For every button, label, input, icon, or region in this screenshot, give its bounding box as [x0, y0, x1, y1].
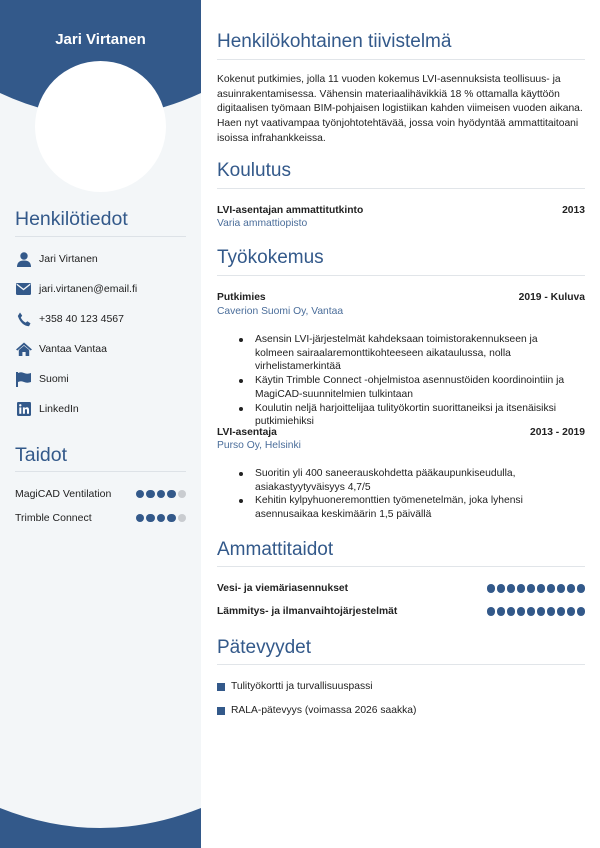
- experience-title: Työkokemus: [217, 247, 324, 268]
- rating-dot-filled: [527, 607, 535, 615]
- rating-dot-filled: [497, 584, 505, 592]
- divider: [217, 664, 585, 665]
- contact-text: jari.virtanen@email.fi: [39, 283, 138, 295]
- skill-row: [15, 511, 186, 525]
- rating-dot-filled: [136, 514, 145, 523]
- contact-name: [15, 249, 190, 269]
- rating-dot-filled: [517, 584, 525, 592]
- job-title: Putkimies: [217, 292, 266, 303]
- flag-icon: [15, 371, 32, 388]
- job-dates: 2019 - Kuluva: [518, 292, 585, 303]
- pro-skill-label: Vesi- ja viemäriasennukset: [217, 583, 349, 594]
- contact-text: Vantaa Vantaa: [39, 343, 107, 355]
- rating-dot-filled: [146, 490, 155, 499]
- pro-skill-rating: [487, 584, 585, 592]
- divider: [217, 275, 585, 276]
- divider: [217, 566, 585, 567]
- degree-year: 2013: [562, 205, 585, 216]
- rating-dot-filled: [497, 607, 505, 615]
- rating-dot-empty: [178, 514, 187, 523]
- contact-phone[interactable]: [15, 309, 190, 329]
- company-name: Caverion Suomi Oy, Vantaa: [217, 306, 344, 317]
- pro-skill-row: [217, 583, 585, 594]
- pro-skill-row: [217, 606, 585, 617]
- envelope-icon: [15, 281, 32, 298]
- job-entry-header: [217, 292, 585, 303]
- rating-dot-filled: [557, 584, 565, 592]
- rating-dot-filled: [577, 584, 585, 592]
- certifications-title: Pätevyydet: [217, 637, 311, 658]
- cert-text: Tulityökortti ja turvallisuuspassi: [231, 681, 373, 692]
- bullet-item: Käytin Trimble Connect -ohjelmistoa asennustöiden koordinointiin ja MagiCAD-suunnitelmien tulkintaan: [237, 374, 577, 401]
- divider: [217, 59, 585, 60]
- rating-dot-filled: [547, 607, 555, 615]
- main-content: [217, 0, 585, 848]
- footer-shape: [0, 800, 201, 848]
- user-icon: [15, 251, 32, 268]
- candidate-name: Jari Virtanen: [55, 31, 146, 48]
- rating-dot-filled: [507, 607, 515, 615]
- contact-email[interactable]: [15, 279, 190, 299]
- rating-dot-filled: [577, 607, 585, 615]
- phone-icon: [15, 311, 32, 328]
- skill-row: [15, 487, 186, 501]
- skill-rating: [136, 490, 187, 499]
- job-bullets: [237, 467, 577, 522]
- rating-dot-filled: [537, 584, 545, 592]
- rating-dot-filled: [487, 607, 495, 615]
- rating-dot-filled: [157, 514, 166, 523]
- pro-skills-title: Ammattitaidot: [217, 539, 334, 560]
- job-entry-header: [217, 427, 585, 438]
- cert-item: [217, 681, 373, 692]
- rating-dot-empty: [178, 490, 187, 499]
- contact-linkedin[interactable]: [15, 399, 190, 419]
- divider: [217, 188, 585, 189]
- bullet-item: Suoritin yli 400 saneerauskohdetta pääkaupunkiseudulla, asiakastyytyväisyys 4,7/5: [237, 467, 577, 494]
- divider: [15, 236, 186, 237]
- skill-label: Trimble Connect: [15, 512, 92, 524]
- linkedin-icon: [15, 401, 32, 418]
- pro-skill-label: Lämmitys- ja ilmanvaihtojärjestelmät: [217, 606, 398, 617]
- rating-dot-filled: [157, 490, 166, 499]
- profile-photo-placeholder: [35, 61, 166, 192]
- square-bullet-icon: [217, 683, 225, 691]
- rating-dot-filled: [537, 607, 545, 615]
- divider: [15, 471, 186, 472]
- rating-dot-filled: [557, 607, 565, 615]
- job-bullets: [237, 333, 577, 429]
- personal-info-title: Henkilötiedot: [15, 208, 128, 230]
- rating-dot-filled: [527, 584, 535, 592]
- bullet-item: Asensin LVI-järjestelmät kahdeksaan toimistorakennukseen ja kolmeen sairaalaremonttikohteeseen aikataulussa, nolla virhelistamerkintää: [237, 333, 577, 374]
- contact-text: +358 40 123 4567: [39, 313, 124, 325]
- contact-country: [15, 369, 190, 389]
- rating-dot-filled: [487, 584, 495, 592]
- rating-dot-filled: [517, 607, 525, 615]
- bullet-item: Koulutin neljä harjoittelijaa tulityökortin suorittaneiksi ja itsenäisiksi putkimiehiksi: [237, 402, 577, 429]
- education-title: Koulutus: [217, 160, 291, 181]
- contact-text: LinkedIn: [39, 403, 79, 415]
- education-entry-header: [217, 205, 585, 216]
- cert-item: [217, 705, 416, 716]
- skill-rating: [136, 514, 187, 523]
- pro-skill-rating: [487, 607, 585, 615]
- contact-text: Jari Virtanen: [39, 253, 98, 265]
- rating-dot-filled: [567, 607, 575, 615]
- skills-title: Taidot: [15, 444, 68, 466]
- contact-text: Suomi: [39, 373, 69, 385]
- square-bullet-icon: [217, 707, 225, 715]
- home-icon: [15, 341, 32, 358]
- skill-label: MagiCAD Ventilation: [15, 488, 112, 500]
- cert-text: RALA-pätevyys (voimassa 2026 saakka): [231, 705, 417, 716]
- company-name: Purso Oy, Helsinki: [217, 440, 301, 451]
- rating-dot-filled: [507, 584, 515, 592]
- summary-title: Henkilökohtainen tiivistelmä: [217, 31, 452, 52]
- summary-text: Kokenut putkimies, jolla 11 vuoden kokemus LVI-asennuksista teollisuus- ja asuinrakentamisessa. Vähensin materiaalihävikkiä 18 % ottamalla käyttöön digitaalisen työmaan BIM-pohjaisen logistiikan kahden viimeisen vuoden aikana. Haen nyt vaativampaa työnjohtotehtävää, jossa voin hyödyntää ammattitaitoani isoissa infrahankkeissa.: [217, 74, 583, 144]
- rating-dot-filled: [146, 514, 155, 523]
- rating-dot-filled: [167, 514, 176, 523]
- rating-dot-filled: [136, 490, 145, 499]
- sidebar: [0, 0, 201, 848]
- job-title: LVI-asentaja: [217, 427, 277, 438]
- degree-title: LVI-asentajan ammattitutkinto: [217, 205, 364, 216]
- contact-location: [15, 339, 190, 359]
- rating-dot-filled: [547, 584, 555, 592]
- job-dates: 2013 - 2019: [530, 427, 585, 438]
- rating-dot-filled: [567, 584, 575, 592]
- rating-dot-filled: [167, 490, 176, 499]
- bullet-item: Kehitin kylpyhuoneremonttien työmenetelmän, joka lyhensi asennusaikaa keskimäärin 1,5 päivällä: [237, 494, 577, 521]
- school-name: Varia ammattiopisto: [217, 218, 308, 229]
